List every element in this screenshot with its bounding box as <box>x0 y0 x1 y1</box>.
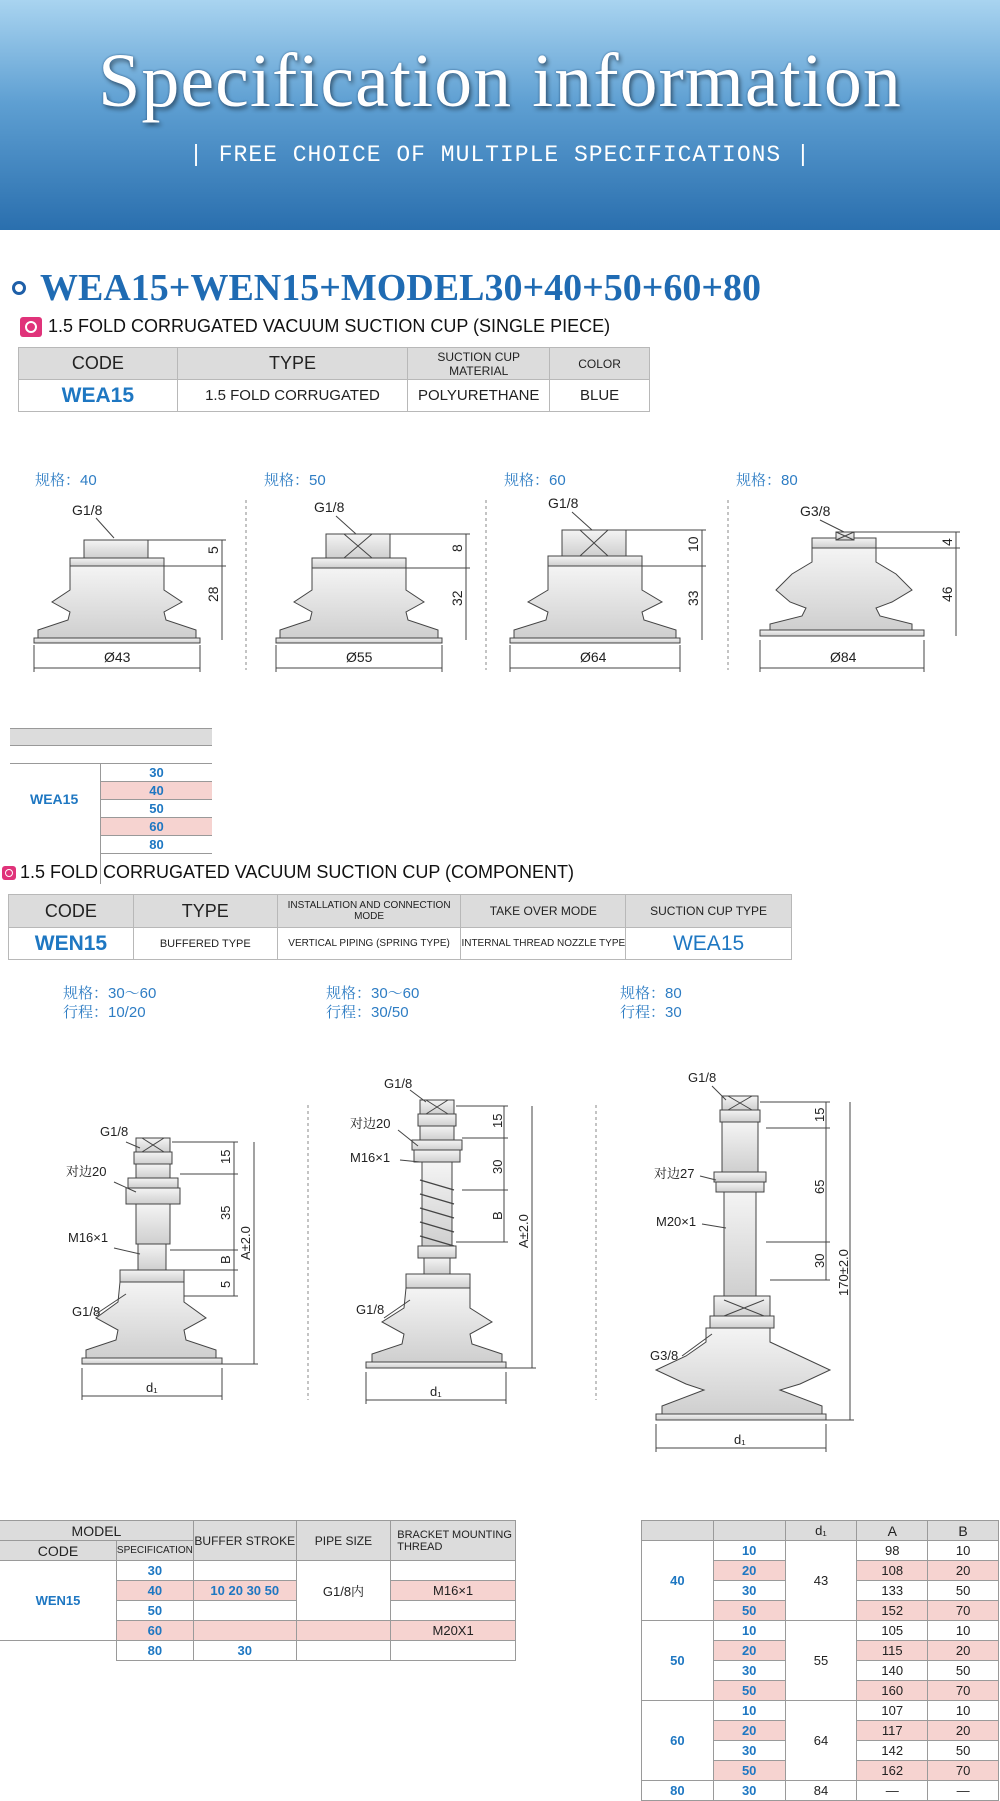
header-code: CODE <box>9 895 134 928</box>
component-drawing-3 <box>656 1096 830 1420</box>
component1-dim: 15 <box>218 1149 233 1164</box>
section1-heading <box>20 316 610 337</box>
component-spec-2: 规格：30～60 行程：30/50 <box>326 985 420 1021</box>
component1-thread: M16×1 <box>68 1230 109 1245</box>
cup-drawing-50 <box>276 534 442 643</box>
spec-label-60: 规格：60 <box>504 472 566 489</box>
a-cell: 117 <box>857 1721 928 1741</box>
component1-port: G1/8 <box>100 1124 129 1139</box>
component2-diameter: d₁ <box>430 1384 442 1399</box>
component2-port: G1/8 <box>384 1076 413 1091</box>
spec-cell: 40 <box>116 1581 193 1601</box>
section2-spec-table <box>8 894 792 960</box>
header-material: SUCTION CUP MATERIAL <box>408 348 550 380</box>
size-cell: 40 <box>642 1541 714 1621</box>
table-row <box>642 1701 999 1721</box>
b-cell: 70 <box>928 1761 999 1781</box>
wea15-code: WEA15 <box>30 791 79 807</box>
size-cell: 30 <box>101 764 212 782</box>
section1-title: 1.5 FOLD CORRUGATED VACUUM SUCTION CUP (SINGLE PIECE) <box>48 316 611 336</box>
stroke-cell: 30 <box>713 1661 785 1681</box>
component-drawings <box>0 1050 1000 1447</box>
stroke-cell: 20 <box>713 1721 785 1741</box>
model-heading <box>12 266 761 310</box>
type-value: 1.5 FOLD CORRUGATED <box>177 380 408 412</box>
size-cell: 40 <box>101 782 212 800</box>
spec-cell: 80 <box>116 1641 193 1661</box>
table-row <box>642 1621 999 1641</box>
diameter-label-40: Ø43 <box>104 649 131 665</box>
size-cell: 60 <box>642 1701 714 1781</box>
body-dim-60: 33 <box>685 590 701 606</box>
header-bracket: BRACKET MOUNTING THREAD <box>391 1521 516 1561</box>
a-cell: 142 <box>857 1741 928 1761</box>
header-b: B <box>928 1521 999 1541</box>
stroke-80: 30 <box>193 1641 296 1661</box>
component2-thread: M16×1 <box>350 1150 391 1165</box>
cup-drawing-40 <box>34 540 200 643</box>
top-dim-60: 10 <box>685 536 701 552</box>
spec-cell: 30 <box>116 1561 193 1581</box>
code-value: WEN15 <box>9 928 134 960</box>
b-cell: 70 <box>928 1601 999 1621</box>
a-cell: 107 <box>857 1701 928 1721</box>
table-row <box>642 1541 999 1561</box>
pipe-size: G1/8内 <box>296 1561 391 1621</box>
a-cell: 105 <box>857 1621 928 1641</box>
component1-dim: 35 <box>218 1205 233 1220</box>
body-dim-50: 32 <box>449 590 465 606</box>
a-cell: 140 <box>857 1661 928 1681</box>
header-type: TYPE <box>177 348 408 380</box>
code-value: WEA15 <box>19 380 178 412</box>
component-spec-1: 规格：30～60 行程：10/20 <box>63 985 157 1021</box>
b-cell: 10 <box>928 1621 999 1641</box>
bracket-m16: M16×1 <box>391 1581 516 1601</box>
b-cell: 10 <box>928 1541 999 1561</box>
b-cell: 50 <box>928 1741 999 1761</box>
model-heading-text: WEA15+WEN15+MODEL30+40+50+60+80 <box>40 267 762 309</box>
b-cell: — <box>928 1781 999 1801</box>
header-banner <box>0 0 1000 230</box>
section2-heading <box>2 862 574 883</box>
component3-dim: 30 <box>812 1253 827 1268</box>
stroke-values: 10 20 30 50 <box>193 1581 296 1601</box>
header-type: TYPE <box>133 895 277 928</box>
size-cell: 60 <box>101 818 212 836</box>
stroke-cell: 10 <box>713 1621 785 1641</box>
component1-diameter: d₁ <box>146 1380 158 1395</box>
component2-dim: 15 <box>490 1113 505 1128</box>
a-cell: 133 <box>857 1581 928 1601</box>
wea15-size-table <box>10 728 212 852</box>
top-dim-40: 5 <box>205 546 221 554</box>
stroke-cell: 10 <box>713 1541 785 1561</box>
stroke-cell: 50 <box>713 1601 785 1621</box>
type-value: BUFFERED TYPE <box>133 928 277 960</box>
diameter-label-80: Ø84 <box>830 649 857 665</box>
b-cell: 50 <box>928 1661 999 1681</box>
port-label-40: G1/8 <box>72 502 103 518</box>
a-cell: 160 <box>857 1681 928 1701</box>
stroke-cell: 20 <box>713 1641 785 1661</box>
a-cell: 108 <box>857 1561 928 1581</box>
stroke-cell: 10 <box>713 1701 785 1721</box>
component1-base-port: G1/8 <box>72 1304 101 1319</box>
d1-cell: 43 <box>785 1541 857 1621</box>
component1-dim: B <box>218 1255 233 1264</box>
header-a: A <box>857 1521 928 1541</box>
stroke-cell: 30 <box>713 1781 785 1801</box>
spec-label-50: 规格：50 <box>264 472 326 489</box>
size-cell: 80 <box>101 836 212 854</box>
component3-dim: 65 <box>812 1179 827 1194</box>
b-cell: 20 <box>928 1641 999 1661</box>
d1-cell: 84 <box>785 1781 857 1801</box>
d1-cell: 55 <box>785 1621 857 1701</box>
port-label-60: G1/8 <box>548 495 579 511</box>
top-dim-50: 8 <box>449 544 465 552</box>
diameter-label-50: Ø55 <box>346 649 373 665</box>
header-takeover: TAKE OVER MODE <box>461 895 626 928</box>
component3-base-port: G3/8 <box>650 1348 679 1363</box>
port-label-50: G1/8 <box>314 499 345 515</box>
component2-dim: B <box>490 1211 505 1220</box>
component2-base-port: G1/8 <box>356 1302 385 1317</box>
b-cell: 70 <box>928 1681 999 1701</box>
a-cell: 98 <box>857 1541 928 1561</box>
component3-port: G1/8 <box>688 1070 717 1085</box>
wen15-model-table <box>0 1520 516 1661</box>
stroke-cell: 30 <box>713 1741 785 1761</box>
component2-flat: 对边20 <box>350 1116 391 1131</box>
size-cell: 50 <box>101 800 212 818</box>
a-cell: 115 <box>857 1641 928 1661</box>
component2-total: A±2.0 <box>516 1214 531 1248</box>
banner-title: Specification information <box>98 39 902 123</box>
header-model: MODEL <box>0 1521 193 1541</box>
port-label-80: G3/8 <box>800 503 831 519</box>
spec-cell: 50 <box>116 1601 193 1621</box>
header-stroke: BUFFER STROKE <box>193 1521 296 1561</box>
section1-spec-table <box>18 347 650 412</box>
section2-title: 1.5 FOLD CORRUGATED VACUUM SUCTION CUP (COMPONENT) <box>20 862 575 882</box>
b-cell: 20 <box>928 1721 999 1741</box>
d1-cell: 64 <box>785 1701 857 1781</box>
bullet-icon <box>20 317 42 337</box>
cup-type-value: WEA15 <box>626 928 792 960</box>
bracket-m20: M20X1 <box>391 1621 516 1641</box>
header-code: CODE <box>19 348 178 380</box>
component3-flat: 对边27 <box>654 1166 695 1181</box>
spec-cell: 60 <box>116 1621 193 1641</box>
stroke-cell: 50 <box>713 1761 785 1781</box>
b-cell: 50 <box>928 1581 999 1601</box>
b-cell: 10 <box>928 1701 999 1721</box>
diameter-label-60: Ø64 <box>580 649 607 665</box>
size-cell: 50 <box>642 1621 714 1701</box>
component3-dim: 15 <box>812 1107 827 1122</box>
material-value: POLYURETHANE <box>408 380 550 412</box>
header-color: COLOR <box>550 348 650 380</box>
component3-thread: M20×1 <box>656 1214 697 1229</box>
stroke-cell: 50 <box>713 1681 785 1701</box>
header-cup-type: SUCTION CUP TYPE <box>626 895 792 928</box>
component2-dim: 30 <box>490 1159 505 1174</box>
top-dim-80: 4 <box>939 538 955 546</box>
ring-icon <box>12 281 26 295</box>
component3-total: 170±2.0 <box>836 1249 851 1296</box>
bullet-icon <box>2 866 16 880</box>
header-pipe: PIPE SIZE <box>296 1521 391 1561</box>
component3-diameter: d₁ <box>734 1432 746 1447</box>
component-spec-3: 规格：80 行程：30 <box>620 985 682 1021</box>
body-dim-80: 46 <box>939 586 955 602</box>
color-value: BLUE <box>550 380 650 412</box>
component1-flat: 对边20 <box>66 1164 107 1179</box>
body-dim-40: 28 <box>205 586 221 602</box>
component1-total: A±2.0 <box>238 1226 253 1260</box>
wea15-size-list <box>101 764 212 854</box>
cup-drawing-60 <box>510 530 680 643</box>
spec-label-40: 规格：40 <box>35 472 97 489</box>
wen15-code: WEN15 <box>0 1561 116 1641</box>
header-installation: INSTALLATION AND CONNECTION MODE <box>277 895 461 928</box>
a-cell: — <box>857 1781 928 1801</box>
header-d1: d₁ <box>785 1521 857 1541</box>
dimension-table <box>641 1520 999 1801</box>
component1-dim: 5 <box>218 1280 233 1288</box>
component-drawing-2 <box>366 1100 506 1368</box>
a-cell: 152 <box>857 1601 928 1621</box>
takeover-value: INTERNAL THREAD NOZZLE TYPE <box>461 928 626 960</box>
stroke-cell: 30 <box>713 1581 785 1601</box>
a-cell: 162 <box>857 1761 928 1781</box>
table-row <box>642 1781 999 1801</box>
single-piece-drawings <box>0 490 1000 680</box>
header-spec: SPECIFICATION <box>116 1541 193 1561</box>
stroke-cell: 20 <box>713 1561 785 1581</box>
b-cell: 20 <box>928 1561 999 1581</box>
installation-value: VERTICAL PIPING (SPRING TYPE) <box>277 928 461 960</box>
header-code: CODE <box>0 1541 116 1561</box>
banner-subtitle: | FREE CHOICE OF MULTIPLE SPECIFICATIONS | <box>189 142 811 168</box>
spec-label-80: 规格：80 <box>736 472 798 489</box>
size-cell: 80 <box>642 1781 714 1801</box>
